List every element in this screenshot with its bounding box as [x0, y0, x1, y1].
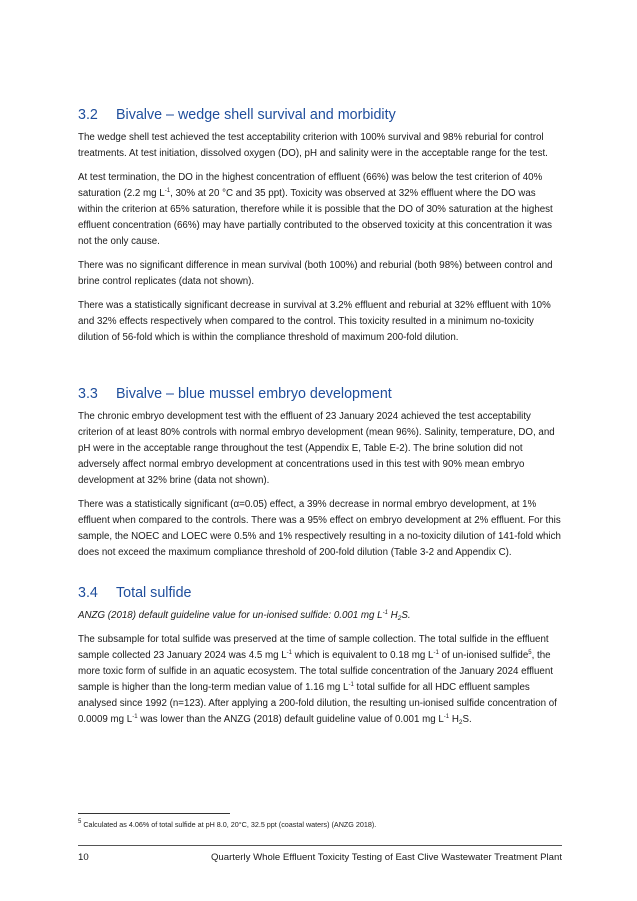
footer-title: Quarterly Whole Effluent Toxicity Testing of East Clive Wastewater Treatment Plant	[210, 852, 562, 863]
section-title: Bivalve – wedge shell survival and morbidity	[116, 107, 396, 123]
section-number: 3.3	[78, 386, 98, 402]
paragraph: The chronic embryo development test with the effluent of 23 January 2024 achieved the test acceptability criterion of at least 80% controls with normal embryo development (mean 96%). Salinity, temperature, DO, and pH were in the acceptable range throughout the test (Appendix E, Table E-2). The brine solution did not adversely affect normal embryo development at concentrations used in this test with 90% mean embryo development at 32% brine (data not shown).	[78, 411, 555, 486]
footnote	[78, 820, 562, 830]
paragraph: There was a statistically significant decrease in survival at 3.2% effluent and reburial at 32% effluent with 10% and 32% effects respectively when compared to the control. This toxicity resulted in a minimum no-toxicity dilution of 56-fold which is within the compliance threshold of maximum 200-fold dilution.	[78, 300, 551, 343]
section-number: 3.2	[78, 107, 98, 123]
page-number: 10	[78, 852, 89, 863]
footnote-ref: 5	[528, 650, 532, 656]
section-heading	[78, 385, 562, 403]
section-heading	[78, 106, 562, 124]
footer-divider	[78, 845, 562, 846]
paragraph: There was a statistically significant (α=0.05) effect, a 39% decrease in normal embryo development, at 1% effluent when compared to the controls. There was a 95% effect on embryo development at 2% effluent. For this sample, the NOEC and LOEC were 0.5% and 1% respectively resulting in a no-toxicity dilution of 141-fold which does not exceed the maximum compliance threshold of 200-fold dilution (Table 3-2 and Appendix C).	[78, 499, 561, 558]
section-title: Bivalve – blue mussel embryo development	[116, 386, 392, 402]
section-3-3	[78, 385, 562, 561]
paragraph: The subsample for total sulfide was preserved at the time of sample collection. The total sulfide in the effluent sample collected 23 January 2024 was 4.5 mg $L^{-1}$ which is equivalent to 0.18 mg $L^{-1}$ of un-ionised sulfide$^5$, the more toxic form of sulfide in an aquatic ecosystem. The total sulfide concentration of the January 2024 effluent sample is higher than the long-term median value of 1.16 mg $L^{-1}$ total sulfide for all HDC effluent samples analysed since 1992 (n=123). After applying a 200-fold dilution, the resulting un-ionised sulfide concentration of 0.0009 mg $L^{-1}$ was lower than the ANZG (2018) default guideline value of 0.001 mg $L^{-1}$ $H_2S$.	[78, 634, 557, 726]
page-footer	[78, 851, 562, 865]
section-3-4	[78, 584, 562, 728]
section-3-2	[78, 106, 562, 346]
paragraph: The wedge shell test achieved the test acceptability criterion with 100% survival and 98% reburial for control treatments. At test initiation, dissolved oxygen (DO), pH and salinity were in the acceptable range for the test.	[78, 132, 548, 159]
footnote-marker: 5	[78, 819, 82, 825]
paragraph: There was no significant difference in mean survival (both 100%) and reburial (both 98%) between control and brine control replicates (data not shown).	[78, 260, 553, 287]
footnote-divider	[78, 813, 230, 814]
guideline-value: ANZG (2018) default guideline value for un-ionised sulfide: 0.001 mg $L^{-1}$ $H_2S$.	[78, 610, 411, 622]
section-title: Total sulfide	[116, 585, 192, 601]
footnote-text: Calculated as 4.06% of total sulfide at pH 8.0, 20°C, 32.5 ppt (coastal waters) (ANZG 2018).	[81, 820, 377, 829]
section-heading	[78, 584, 562, 602]
paragraph: At test termination, the DO in the highest concentration of effluent (66%) was below the test criterion of 40% saturation (2.2 mg $L^{-1}$, 30% at 20 °C and 35 ppt). Toxicity was observed at 32% effluent where the DO was within the criterion at 65% saturation, therefore while it is possible that the DO of 30% saturation at the highest effluent concentration (66%) may have partially contributed to the observed toxicity at this concentration it was not the only cause.	[78, 172, 553, 247]
section-number: 3.4	[78, 585, 98, 601]
